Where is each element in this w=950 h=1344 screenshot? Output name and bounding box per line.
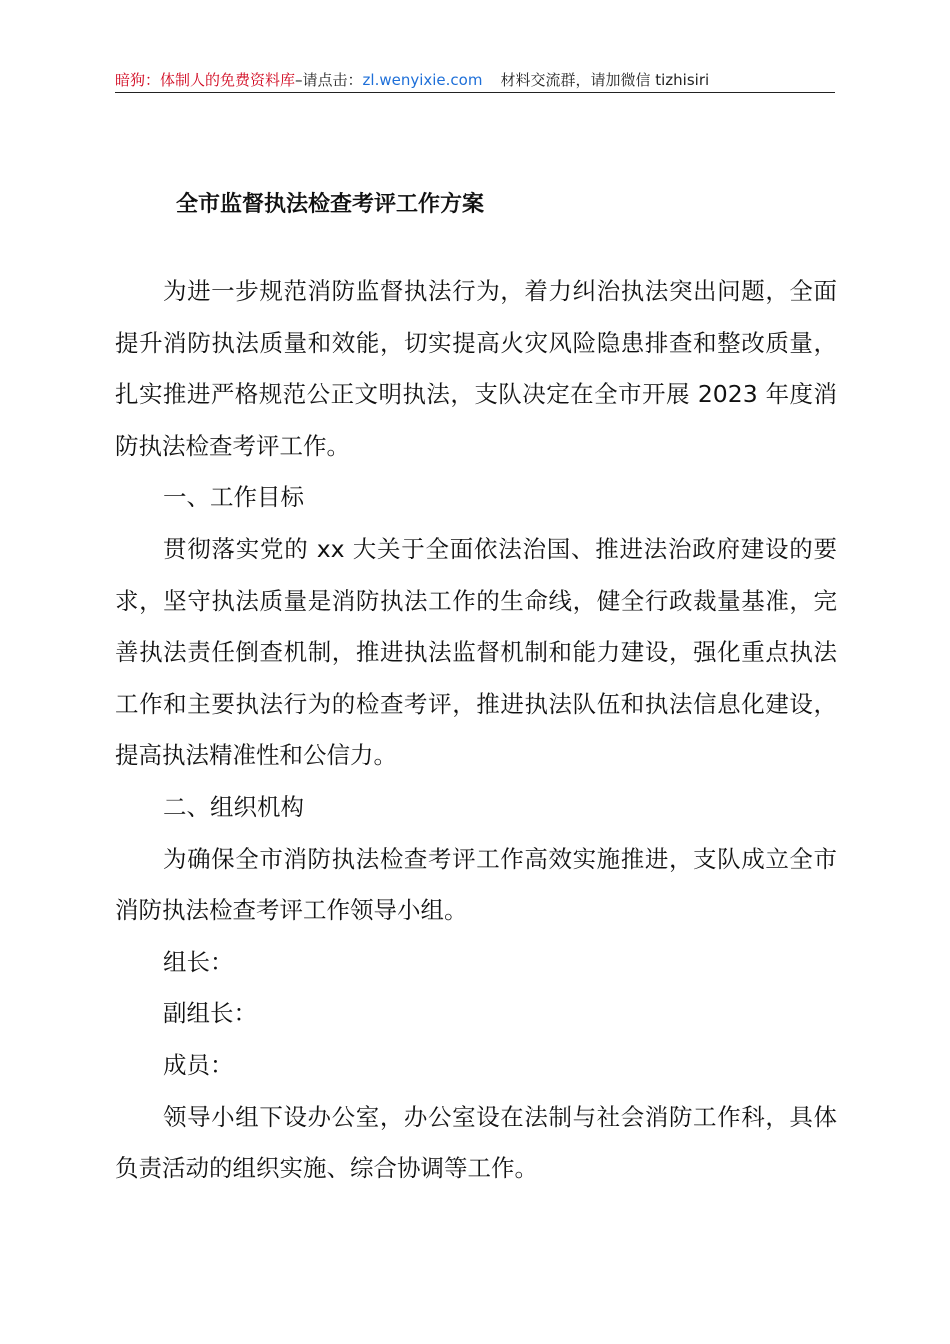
paragraph-members: 成员：	[163, 1050, 234, 1079]
paragraph-office: 领导小组下设办公室，办公室设在法制与社会消防工作科，具体负责活动的组织实施、综合协调等工作。	[115, 1102, 837, 1183]
heading-work-goal: 一、工作目标	[163, 483, 304, 512]
site-name: 暗狗：体制人的免费资料库	[115, 71, 296, 89]
paragraph-organization: 为确保全市消防执法检查考评工作高效实施推进，支队成立全市消防执法检查考评工作领导小组。	[115, 844, 837, 925]
page-header	[115, 68, 835, 93]
paragraph-deputy-leader: 副组长：	[163, 999, 257, 1028]
paragraph-intro: 为进一步规范消防监督执法行为，着力纠治执法突出问题，全面提升消防执法质量和效能，切实提高火灾风险隐患排查和整改质量，扎实推进严格规范公正文明执法，支队决定在全市开展 2023 年度消防执法检查考评工作。	[115, 277, 837, 460]
document-body	[115, 266, 837, 1195]
click-prompt: –请点击：	[295, 71, 363, 89]
document-title: 全市监督执法检查考评工作方案	[176, 192, 485, 217]
paragraph-work-goal: 贯彻落实党的 xx 大关于全面依法治国、推进法治政府建设的要求，坚守执法质量是消防执法工作的生命线，健全行政裁量基准，完善执法责任倒查机制，推进执法监督机制和能力建设，强化重点执法工作和主要执法行为的检查考评，推进执法队伍和执法信息化建设，提高执法精准性和公信力。	[115, 534, 837, 770]
wechat-group-text: 材料交流群，请加微信 tizhisiri	[500, 71, 710, 89]
heading-organization: 二、组织机构	[163, 792, 304, 821]
paragraph-team-leader: 组长：	[163, 947, 234, 976]
site-url-link[interactable]: zl.wenyixie.com	[362, 71, 483, 89]
